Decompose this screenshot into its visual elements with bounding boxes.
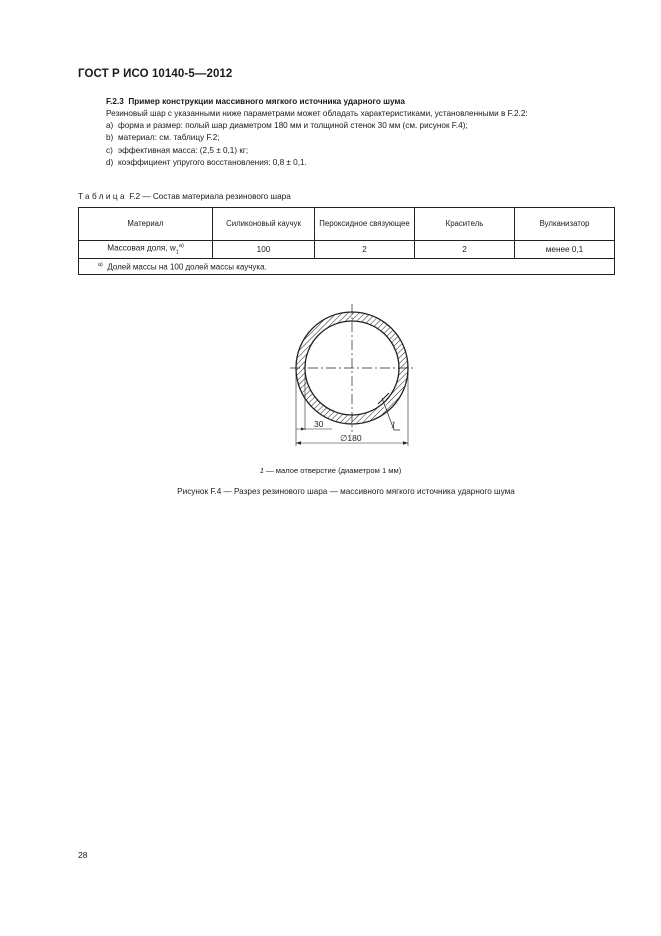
table-footnote-row bbox=[79, 259, 615, 275]
section-number: F.2.3 bbox=[106, 97, 124, 106]
table-header-cell: Материал bbox=[79, 208, 213, 241]
table-footnote-cell: $^{а)}$ Долей массы на 100 долей массы каучука. bbox=[79, 259, 615, 275]
table-header-cell: Пероксидное связующее bbox=[315, 208, 415, 241]
ball-cross-section-figure bbox=[270, 300, 420, 450]
table-cell: менее 0,1 bbox=[515, 241, 615, 259]
table-header-row bbox=[79, 208, 615, 241]
page-number: 28 bbox=[78, 850, 88, 860]
table-caption-prefix: Таблица bbox=[78, 192, 127, 201]
table-header-cell: Вулканизатор bbox=[515, 208, 615, 241]
document-header-title: ГОСТ Р ИСО 10140-5—2012 bbox=[78, 68, 233, 80]
row-label-cell: Массовая доля, $w_1^{а)}$ bbox=[79, 241, 213, 259]
intro-paragraph: Резиновый шар с указанными ниже параметрами может обладать характеристиками, установленными в F.2.2: bbox=[106, 109, 528, 118]
table-header-cell: Краситель bbox=[415, 208, 515, 241]
list-item: a) форма и размер: полый шар диаметром 180 мм и толщиной стенок 30 мм (см. рисунок F.4); bbox=[106, 121, 468, 131]
list-item: b) материал: см. таблицу F.2; bbox=[106, 133, 220, 143]
diameter-label: ∅180 bbox=[340, 433, 362, 443]
table-caption-text: F.2 — Состав материала резинового шара bbox=[129, 192, 291, 201]
material-table bbox=[78, 207, 615, 275]
figure-legend: 1 — малое отверстие (диаметром 1 мм) bbox=[259, 466, 402, 475]
wall-hatching bbox=[270, 300, 420, 450]
table-cell: 2 bbox=[415, 241, 515, 259]
section-title: Пример конструкции массивного мягкого источника ударного шума bbox=[128, 97, 405, 106]
figure-caption: Рисунок F.4 — Разрез резинового шара — массивного мягкого источника ударного шума bbox=[177, 487, 515, 496]
table-caption bbox=[78, 192, 291, 201]
section-body bbox=[78, 108, 616, 169]
table-header-cell: Силиконовый каучук bbox=[213, 208, 315, 241]
callout-number: 1 bbox=[391, 421, 396, 431]
wall-thickness-label: 30 bbox=[314, 419, 324, 429]
table-row bbox=[79, 241, 615, 259]
list-item: d) коэффициент упругого восстановления: 0,8 ± 0,1. bbox=[106, 157, 307, 167]
list-item: c) эффективная масса: (2,5 ± 0,1) кг; bbox=[106, 145, 249, 155]
table-cell: 100 bbox=[213, 241, 315, 259]
section-heading bbox=[106, 97, 405, 106]
table-cell: 2 bbox=[315, 241, 415, 259]
